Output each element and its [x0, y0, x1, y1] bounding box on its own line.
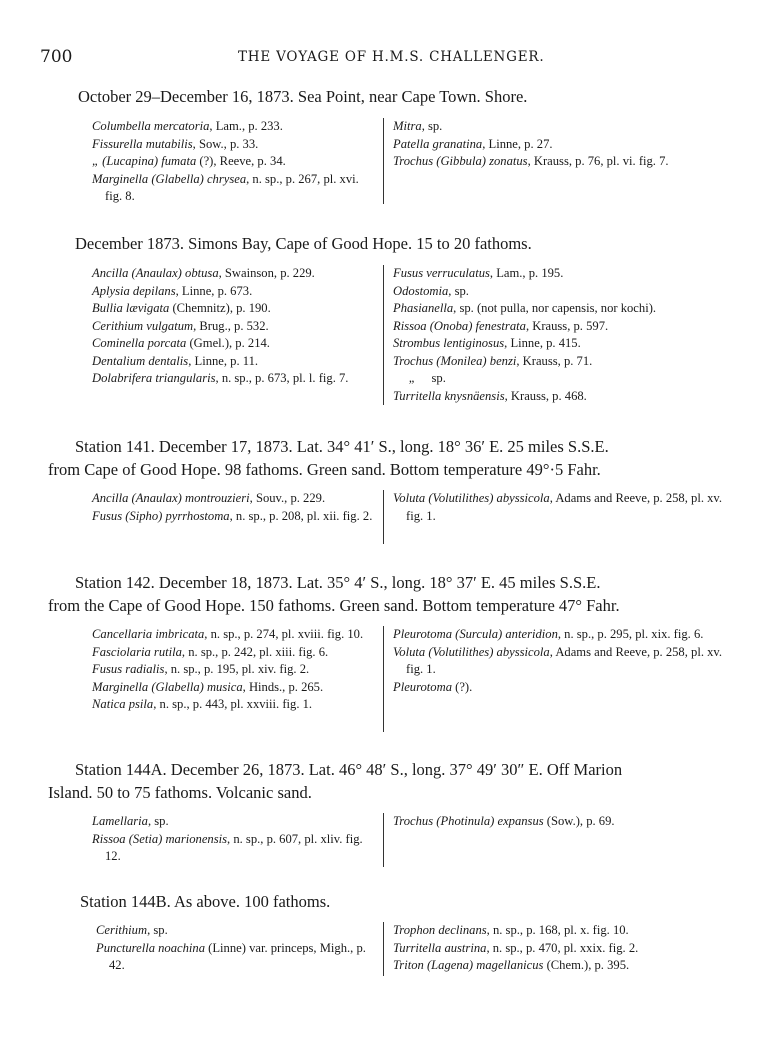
heading-line: from the Cape of Good Hope. 150 fathoms. Green sand. Bottom temperature 47° Fahr. — [48, 596, 620, 615]
species-entry: Fusus verruculatus, Lam., p. 195. — [393, 266, 564, 280]
section-heading — [48, 571, 620, 617]
section-heading — [48, 435, 609, 481]
species-column-right — [393, 922, 728, 975]
heading-line: October 29–December 16, 1873. Sea Point, near Cape Town. Shore. — [78, 87, 528, 106]
species-entry: Rissoa (Setia) marionensis, n. sp., p. 607, pl. xliv. fig. 12. — [92, 831, 363, 863]
species-entry: Trophon declinans, n. sp., p. 168, pl. x. fig. 10. — [393, 923, 629, 937]
page-number: 700 — [40, 47, 73, 67]
species-entry: Natica psila, n. sp., p. 443, pl. xxviii. fig. 1. — [92, 697, 313, 711]
species-entry: Strombus lentiginosus, Linne, p. 415. — [393, 336, 581, 350]
section-heading — [78, 85, 527, 108]
species-column-left — [92, 626, 375, 714]
species-entry: Phasianella, sp. (not pulla, nor capensis, nor kochi). — [393, 301, 657, 315]
heading-line: December 1873. Simons Bay, Cape of Good Hope. 15 to 20 fathoms. — [75, 234, 532, 253]
species-entry: Dentalium dentalis, Linne, p. 11. — [92, 353, 259, 368]
species-column-left — [92, 265, 375, 388]
species-entry: Ancilla (Anaulax) obtusa, Swainson, p. 229. — [92, 266, 315, 280]
species-column-right — [393, 265, 728, 405]
species-entry: „ sp. — [393, 371, 446, 385]
species-column-left — [92, 490, 375, 525]
species-entry: Pleurotoma (Surcula) anteridion, n. sp., p. 295, pl. xix. fig. 6. — [393, 627, 704, 641]
species-entry: Marginella (Glabella) musica, Hinds., p. 265. — [92, 679, 324, 694]
section-heading — [80, 890, 330, 913]
species-entry: „ (Lucapina) fumata (?), Reeve, p. 34. — [92, 154, 286, 168]
species-entry: Bullia lævigata (Chemnitz), p. 190. — [92, 301, 271, 315]
species-entry: Voluta (Volutilithes) abyssicola, Adams and Reeve, p. 258, pl. xv. fig. 1. — [393, 491, 723, 523]
species-entry: Ancilla (Anaulax) montrouzieri, Souv., p. 229. — [92, 491, 326, 505]
species-entry: Patella granatina, Linne, p. 27. — [393, 136, 553, 151]
heading-line: Station 142. December 18, 1873. Lat. 35° 4′ S., long. 18° 37′ E. 45 miles S.S.E. — [75, 573, 601, 592]
species-entry: Odostomia, sp. — [393, 283, 469, 298]
species-entry: Trochus (Photinula) expansus (Sow.), p. 69. — [393, 814, 615, 828]
species-entry: Marginella (Glabella) chrysea, n. sp., p. 267, pl. xvi. fig. 8. — [92, 171, 359, 203]
species-entry: Aplysia depilans, Linne, p. 673. — [92, 283, 253, 298]
species-entry: Fusus radialis, n. sp., p. 195, pl. xiv. fig. 2. — [92, 662, 310, 676]
species-entry: Mitra, sp. — [393, 119, 443, 133]
column-divider — [383, 118, 384, 204]
species-entry: Cerithium vulgatum, Brug., p. 532. — [92, 318, 269, 333]
species-entry: Voluta (Volutilithes) abyssicola, Adams and Reeve, p. 258, pl. xv. fig. 1. — [393, 644, 723, 676]
species-entry: Turritella knysnäensis, Krauss, p. 468. — [393, 388, 587, 403]
species-entry: Cancellaria imbricata, n. sp., p. 274, pl. xviii. fig. 10. — [92, 627, 364, 641]
species-entry: Columbella mercatoria, Lam., p. 233. — [92, 119, 283, 133]
column-divider — [383, 922, 384, 976]
species-entry: Cerithium, sp. — [96, 923, 168, 937]
species-entry: Triton (Lagena) magellanicus (Chem.), p. 395. — [393, 958, 630, 972]
section-heading — [75, 232, 532, 255]
species-entry: Fusus (Sipho) pyrrhostoma, n. sp., p. 208, pl. xii. fig. 2. — [92, 508, 373, 523]
species-entry: Puncturella noachina (Linne) var. princeps, Migh., p. 42. — [96, 940, 366, 972]
heading-line: Station 144A. December 26, 1873. Lat. 46° 48′ S., long. 37° 49′ 30″ E. Off Marion — [75, 760, 623, 779]
species-entry: Dolabrifera triangularis, n. sp., p. 673, pl. l. fig. 7. — [92, 371, 349, 385]
column-divider — [383, 813, 384, 867]
column-divider — [383, 490, 384, 544]
species-entry: Rissoa (Onoba) fenestrata, Krauss, p. 597. — [393, 318, 609, 333]
species-column-right — [393, 490, 728, 525]
species-entry: Lamellaria, sp. — [92, 814, 169, 828]
running-head: THE VOYAGE OF H.M.S. CHALLENGER. — [238, 49, 545, 65]
species-entry: Fissurella mutabilis, Sow., p. 33. — [92, 136, 259, 151]
species-entry: Cominella porcata (Gmel.), p. 214. — [92, 336, 270, 350]
species-column-left — [96, 922, 375, 975]
column-divider — [383, 265, 384, 405]
heading-line: Station 144B. As above. 100 fathoms. — [80, 892, 331, 911]
species-entry: Fasciolaria rutila, n. sp., p. 242, pl. xiii. fig. 6. — [92, 644, 329, 659]
species-entry: Trochus (Gibbula) zonatus, Krauss, p. 76, pl. vi. fig. 7. — [393, 154, 669, 168]
species-column-right — [393, 626, 728, 696]
section-heading — [48, 758, 622, 804]
heading-line: from Cape of Good Hope. 98 fathoms. Green sand. Bottom temperature 49°·5 Fahr. — [48, 460, 601, 479]
heading-line: Island. 50 to 75 fathoms. Volcanic sand. — [48, 783, 312, 802]
species-column-left — [92, 813, 375, 866]
species-entry: Turritella austrina, n. sp., p. 470, pl. xxix. fig. 2. — [393, 940, 639, 955]
species-entry: Trochus (Monilea) benzi, Krauss, p. 71. — [393, 353, 593, 368]
species-column-left — [92, 118, 375, 206]
species-entry: Pleurotoma (?). — [393, 679, 473, 694]
species-column-right — [393, 813, 728, 831]
species-column-right — [393, 118, 728, 171]
column-divider — [383, 626, 384, 732]
heading-line: Station 141. December 17, 1873. Lat. 34° 41′ S., long. 18° 36′ E. 25 miles S.S.E. — [75, 437, 609, 456]
